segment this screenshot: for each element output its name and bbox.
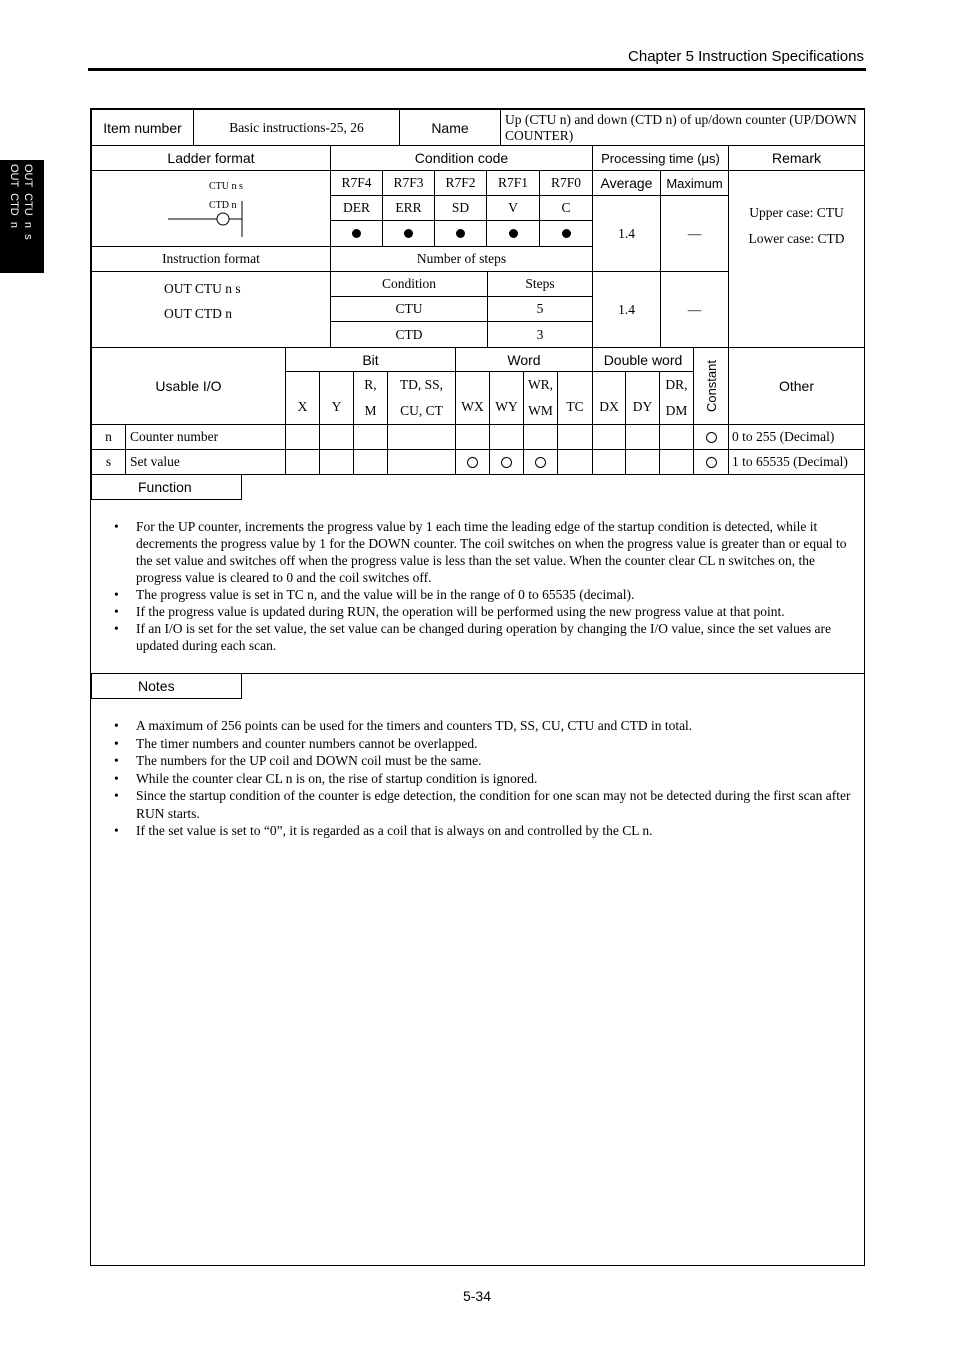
col-tc: TC bbox=[557, 371, 592, 424]
col-x: X bbox=[285, 371, 319, 424]
row-n-y bbox=[319, 424, 353, 449]
condition-code-label: Condition code bbox=[330, 145, 592, 170]
row-s-constant-mark bbox=[693, 449, 728, 474]
instr-ctd: OUT CTD n bbox=[164, 306, 233, 321]
row-n-dx bbox=[592, 424, 625, 449]
header-rule bbox=[88, 68, 866, 71]
col-r-m bbox=[353, 371, 387, 424]
flag-dot-der bbox=[330, 220, 382, 246]
row-n-tc bbox=[557, 424, 592, 449]
col-m: M bbox=[364, 403, 377, 418]
row-s-wr-mark bbox=[523, 449, 557, 474]
row-n-description: Counter number bbox=[125, 424, 285, 449]
flag-dot-err bbox=[382, 220, 434, 246]
average-value: 1.4 bbox=[592, 195, 660, 271]
page-number: 5-34 bbox=[462, 1288, 492, 1304]
col-td bbox=[387, 371, 455, 424]
row-n-r bbox=[353, 424, 387, 449]
step-row-ctu-steps: 5 bbox=[487, 296, 592, 321]
row-n-wr bbox=[523, 424, 557, 449]
name-value: Up (CTU n) and down (CTD n) of up/down counter (UP/DOWN COUNTER) bbox=[500, 109, 864, 145]
row-s-symbol: s bbox=[91, 449, 125, 474]
word-label: Word bbox=[455, 347, 592, 371]
flag-dot-v bbox=[486, 220, 539, 246]
constant-label: Constant bbox=[703, 359, 719, 413]
col-wx: WX bbox=[455, 371, 489, 424]
function-item: • If an I/O is set for the set value, the set value can be changed during operation by changing the I/O value, since the set values are updated during each scan. bbox=[108, 620, 862, 654]
col-r: R, bbox=[364, 377, 377, 392]
number-of-steps-label: Number of steps bbox=[330, 246, 592, 271]
row-n-wy bbox=[489, 424, 523, 449]
item-number-value: Basic instructions-25, 26 bbox=[193, 109, 399, 145]
flag-r7f2: R7F2 bbox=[434, 170, 486, 195]
flag-r7f4: R7F4 bbox=[330, 170, 382, 195]
col-wr: WR, bbox=[527, 377, 554, 392]
row-s-other: 1 to 65535 (Decimal) bbox=[728, 449, 864, 474]
function-item: • If the progress value is updated during RUN, the operation will be performed using the new progress value at that point. bbox=[108, 603, 862, 620]
function-item: • For the UP counter, increments the progress value by 1 each time the leading edge of the startup condition is detected, while it decrements the progress value by 1 for the DOWN counter. The coil switches on when the progress value is greater than or equal to the set value and switches off when the progress value is less than the set value. When the counter clear CL n switches on, the progress value is cleared to 0 and the coil switches off. bbox=[108, 518, 862, 586]
chapter-header: Chapter 5 Instruction Specifications bbox=[628, 48, 864, 65]
ladder-ctu-label: CTU n s bbox=[209, 181, 243, 192]
notes-item: • A maximum of 256 points can be used for the timers and counters TD, SS, CU, CTU and CTD in total. bbox=[108, 717, 862, 735]
col-dy: DY bbox=[625, 371, 659, 424]
row-n-td bbox=[387, 424, 455, 449]
row-s-wx-mark bbox=[455, 449, 489, 474]
ladder-ctd-label: CTD n bbox=[209, 200, 237, 211]
condition-label: Condition bbox=[330, 271, 487, 296]
notes-list bbox=[108, 717, 862, 840]
row-n-other: 0 to 255 (Decimal) bbox=[728, 424, 864, 449]
bit-label: Bit bbox=[285, 347, 455, 371]
col-dm: DM bbox=[665, 403, 688, 418]
item-number-label: Item number bbox=[91, 109, 193, 145]
col-wr-wm bbox=[523, 371, 557, 424]
step-row-ctd-steps: 3 bbox=[487, 321, 592, 347]
maximum-value: — bbox=[660, 195, 728, 271]
col-dr-dm bbox=[659, 371, 693, 424]
average-value-2: 1.4 bbox=[592, 271, 660, 347]
col-td-line1: TD, SS, bbox=[399, 377, 444, 392]
col-dx: DX bbox=[592, 371, 625, 424]
usable-io-label: Usable I/O bbox=[91, 347, 285, 424]
row-n-symbol: n bbox=[91, 424, 125, 449]
col-wm: WM bbox=[528, 403, 553, 418]
row-s-dy bbox=[625, 449, 659, 474]
col-td-line2: CU, CT bbox=[400, 403, 443, 418]
remark-cell bbox=[728, 170, 864, 347]
flag-r7f3: R7F3 bbox=[382, 170, 434, 195]
instr-ctu: OUT CTU n s bbox=[164, 281, 241, 296]
ladder-diagram-cell bbox=[91, 170, 330, 246]
row-s-x bbox=[285, 449, 319, 474]
flag-dot-sd bbox=[434, 220, 486, 246]
notes-item: • Since the startup condition of the counter is edge detection, the condition for one scan may not be detected during the first scan after RUN starts. bbox=[108, 787, 862, 822]
row-s-dr bbox=[659, 449, 693, 474]
side-tab-line1: OUT CTU n s bbox=[22, 164, 34, 240]
col-dr: DR, bbox=[665, 377, 688, 392]
remark-upper: Upper case: CTU bbox=[749, 205, 844, 220]
maximum-label: Maximum bbox=[660, 170, 728, 195]
side-tab-line2: OUT CTD n bbox=[8, 164, 20, 228]
row-s-description: Set value bbox=[125, 449, 285, 474]
notes-item: • The numbers for the UP coil and DOWN coil must be the same. bbox=[108, 752, 862, 770]
row-n-dy bbox=[625, 424, 659, 449]
notes-item: • While the counter clear CL n is on, the rise of startup condition is ignored. bbox=[108, 770, 862, 788]
row-s-y bbox=[319, 449, 353, 474]
processing-time-label: Processing time (μs) bbox=[592, 145, 728, 170]
name-label: Name bbox=[399, 109, 500, 145]
row-n-wx bbox=[455, 424, 489, 449]
average-label: Average bbox=[592, 170, 660, 195]
step-row-ctd-cond: CTD bbox=[330, 321, 487, 347]
remark-label: Remark bbox=[728, 145, 864, 170]
flag-name-c: C bbox=[539, 195, 592, 220]
step-row-ctu-cond: CTU bbox=[330, 296, 487, 321]
notes-title: Notes bbox=[91, 673, 242, 699]
row-s-tc bbox=[557, 449, 592, 474]
flag-r7f0: R7F0 bbox=[539, 170, 592, 195]
row-s-td bbox=[387, 449, 455, 474]
constant-label-cell bbox=[693, 347, 728, 424]
side-tab bbox=[0, 160, 44, 273]
row-s-wy-mark bbox=[489, 449, 523, 474]
instruction-format-cell bbox=[91, 271, 330, 347]
flag-dot-c bbox=[539, 220, 592, 246]
col-wy: WY bbox=[489, 371, 523, 424]
col-y: Y bbox=[319, 371, 353, 424]
function-list bbox=[108, 518, 862, 654]
row-n-constant-mark bbox=[693, 424, 728, 449]
instruction-format-label: Instruction format bbox=[91, 246, 330, 271]
notes-item: • If the set value is set to “0”, it is regarded as a coil that is always on and controlled by the CL n. bbox=[108, 822, 862, 840]
flag-r7f1: R7F1 bbox=[486, 170, 539, 195]
row-n-x bbox=[285, 424, 319, 449]
maximum-value-2: — bbox=[660, 271, 728, 347]
row-s-dx bbox=[592, 449, 625, 474]
row-s-r bbox=[353, 449, 387, 474]
ladder-format-label: Ladder format bbox=[91, 145, 330, 170]
flag-name-v: V bbox=[486, 195, 539, 220]
notes-item: • The timer numbers and counter numbers cannot be overlapped. bbox=[108, 735, 862, 753]
flag-name-der: DER bbox=[330, 195, 382, 220]
flag-name-sd: SD bbox=[434, 195, 486, 220]
steps-label: Steps bbox=[487, 271, 592, 296]
other-label: Other bbox=[728, 347, 864, 424]
remark-lower: Lower case: CTD bbox=[748, 231, 845, 246]
flag-name-err: ERR bbox=[382, 195, 434, 220]
row-n-dr bbox=[659, 424, 693, 449]
function-item: • The progress value is set in TC n, and the value will be in the range of 0 to 65535 (decimal). bbox=[108, 586, 862, 603]
double-word-label: Double word bbox=[592, 347, 693, 371]
function-title: Function bbox=[91, 474, 242, 500]
